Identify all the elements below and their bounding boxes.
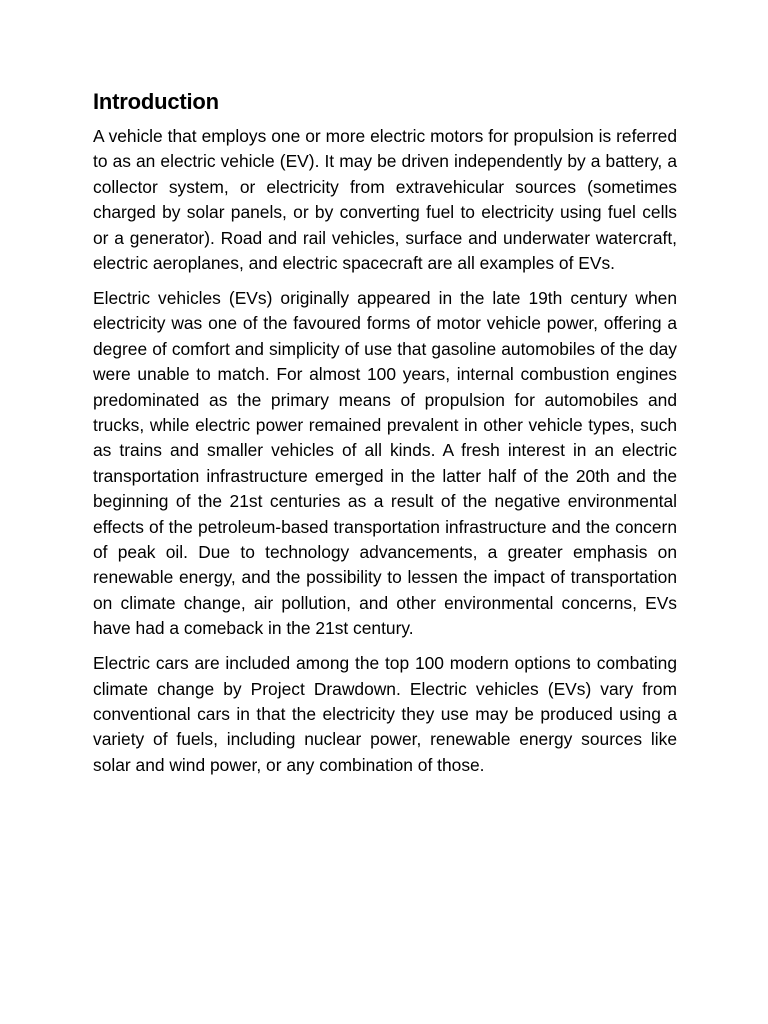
paragraph-2: Electric vehicles (EVs) originally appeared in the late 19th century when electricity was one of the favoured forms of motor vehicle power, offering a degree of comfort and simplicity of use that gasoline automobiles of the day were unable to match. For almost 100 years, internal combustion engines predominated as the primary means of propulsion for automobiles and trucks, while electric power remained prevalent in other vehicle types, such as trains and smaller vehicles of all kinds. A fresh interest in an electric transportation infrastructure emerged in the latter half of the 20th and the beginning of the 21st centuries as a result of the negative environmental effects of the petroleum-based transportation infrastructure and the concern of peak oil. Due to technology advancements, a greater emphasis on renewable energy, and the possibility to lessen the impact of transportation on climate change, air pollution, and other environmental concerns, EVs have had a comeback in the 21st century. — [93, 287, 677, 639]
paragraph-3: Electric cars are included among the top 100 modern options to combating climate change by Project Drawdown. Electric vehicles (EVs) vary from conventional cars in that the electricity they use may be produced using a variety of fuels, including nuclear power, renewable energy sources like solar and wind power, or any combination of those. — [93, 653, 677, 775]
section-heading: Introduction — [93, 89, 219, 114]
paragraph-1: A vehicle that employs one or more electric motors for propulsion is referred to as an electric vehicle (EV). It may be driven independently by a battery, a collector system, or electricity from extravehicular sources (sometimes charged by solar panels, or by converting fuel to electricity using fuel cells or a generator). Road and rail vehicles, surface and underwater watercraft, electric aeroplanes, and electric spacecraft are all examples of EVs. — [93, 126, 677, 274]
document-page — [93, 86, 677, 788]
